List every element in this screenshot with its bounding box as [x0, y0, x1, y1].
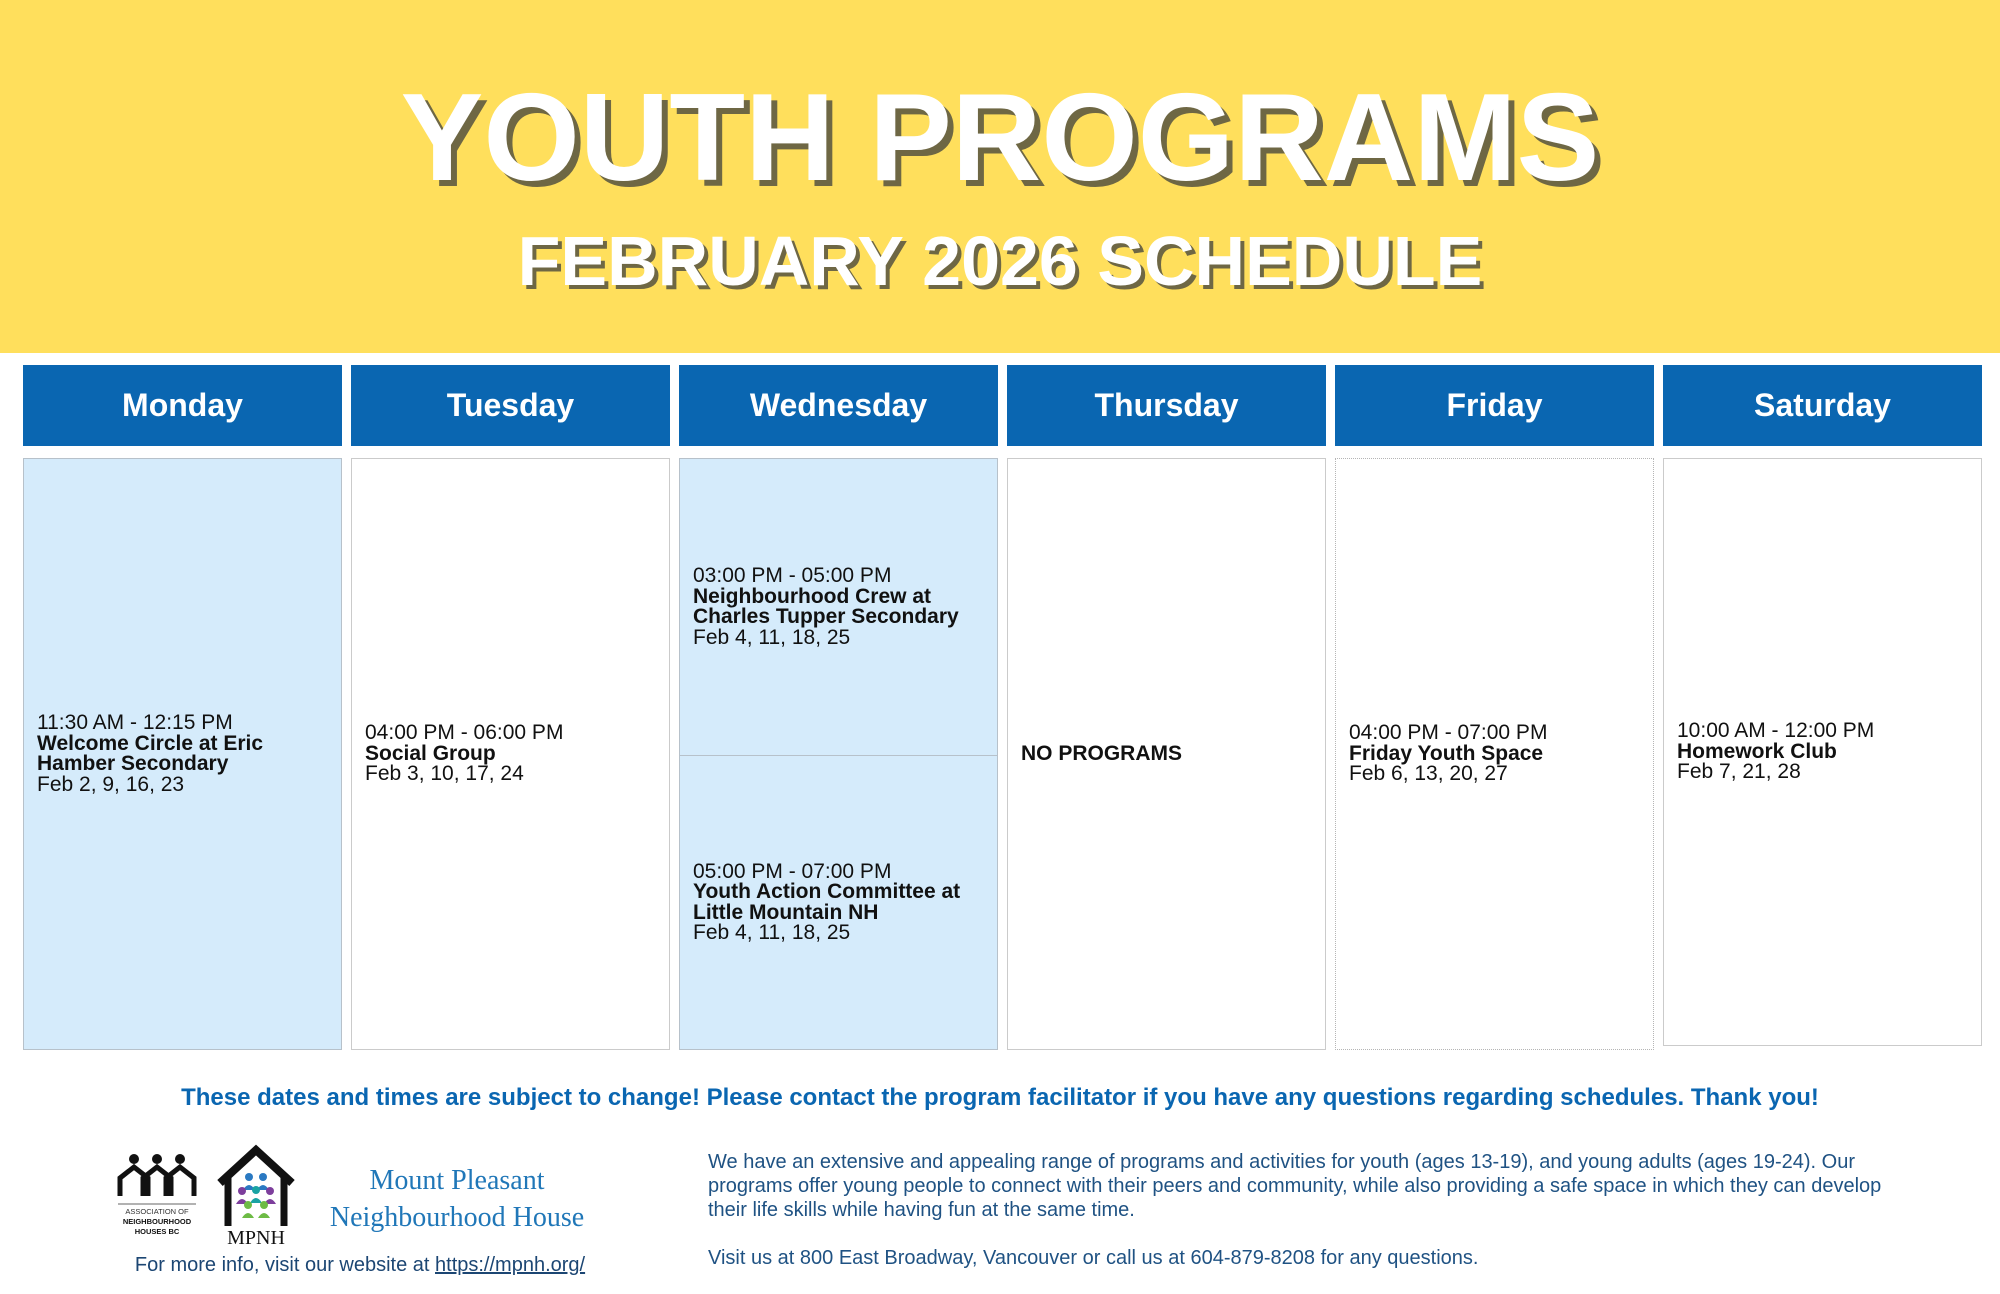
- day-header-wednesday: Wednesday: [679, 365, 998, 446]
- organization-name-line1: Mount Pleasant: [369, 1165, 545, 1196]
- day-header-saturday: Saturday: [1663, 365, 1982, 446]
- day-header-thursday: Thursday: [1007, 365, 1326, 446]
- session-dates: Feb 4, 11, 18, 25: [693, 625, 851, 649]
- anhbc-logo-text: HOUSES BC: [134, 1227, 180, 1236]
- anhbc-logo-text: NEIGHBOURHOOD: [122, 1217, 192, 1226]
- anhbc-logo-text: ASSOCIATION OF: [125, 1207, 189, 1216]
- session-dates: Feb 4, 11, 18, 25: [693, 921, 851, 944]
- session-entry: [37, 713, 333, 795]
- day-cell-friday: [1335, 458, 1654, 1050]
- session-dates: Feb 7, 21, 28: [1677, 760, 1801, 784]
- day-header-friday: Friday: [1335, 365, 1654, 446]
- more-info-text: For more info, visit our website at: [134, 1254, 436, 1276]
- about-section: [708, 1150, 1893, 1294]
- session-dates: Feb 3, 10, 17, 24: [365, 762, 524, 786]
- session-program: Social Group: [365, 741, 496, 765]
- session-slot: [1008, 459, 1325, 1049]
- organization-name-line2: Neighbourhood House: [329, 1202, 585, 1233]
- day-cell-tuesday: [351, 458, 670, 1050]
- session-program: Neighbourhood Crew at Charles Tupper Secondary: [693, 584, 959, 628]
- session-entry: [1677, 721, 1874, 783]
- neighbourhood-houses-figures-icon: [120, 1154, 194, 1196]
- session-entry: [693, 566, 989, 648]
- mpnh-logo: [215, 1144, 297, 1248]
- session-slot: [680, 459, 997, 755]
- session-entry: [1349, 723, 1547, 785]
- contact-paragraph: Visit us at 800 East Broadway, Vancouver or call us at 604-879-8208 for any questions.: [708, 1247, 1479, 1269]
- house-with-people-icon: [220, 1150, 292, 1226]
- session-entry: [365, 723, 563, 785]
- session-time: 10:00 AM - 12:00 PM: [1677, 719, 1875, 743]
- page-subtitle: FEBRUARY 2026 SCHEDULE: [517, 222, 1483, 300]
- session-time: 11:30 AM - 12:15 PM: [37, 711, 233, 734]
- more-info-line: [90, 1253, 630, 1277]
- session-slot: [24, 459, 341, 1049]
- session-program: Friday Youth Space: [1349, 741, 1544, 765]
- day-cell-saturday: [1663, 458, 1982, 1046]
- day-cell-monday: [23, 458, 342, 1050]
- session-slot: [352, 459, 669, 1049]
- about-paragraph: We have an extensive and appealing range of programs and activities for youth (ages 13-19), and young adults (ages 19-24). Our programs offer young people to connect with their peers and community, while also providing a safe space in which they can develop their life skills while having fun at the same time.: [708, 1151, 1882, 1221]
- session-time: 04:00 PM - 07:00 PM: [1349, 721, 1548, 745]
- day-header-monday: Monday: [23, 365, 342, 446]
- anhbc-logo: [114, 1152, 200, 1246]
- session-program: Welcome Circle at Eric Hamber Secondary: [37, 731, 264, 775]
- schedule-change-notice: These dates and times are subject to change! Please contact the program facilitator if you have any questions regarding schedules. Thank you!: [181, 1084, 1819, 1111]
- session-slot: [1664, 459, 1981, 1045]
- session-program: Homework Club: [1677, 739, 1837, 763]
- session-time: 04:00 PM - 06:00 PM: [365, 721, 564, 745]
- no-programs-label: NO PROGRAMS: [1021, 741, 1183, 765]
- session-time: 05:00 PM - 07:00 PM: [693, 859, 892, 883]
- session-entry: [693, 859, 989, 944]
- organization-name: [306, 1162, 608, 1236]
- page-title: YOUTH PROGRAMS: [400, 69, 1600, 207]
- day-cell-thursday: [1007, 458, 1326, 1050]
- website-link[interactable]: https://mpnh.org/: [435, 1254, 586, 1276]
- session-slot: [680, 755, 997, 1049]
- session-program: Youth Action Committee at Little Mountain NH: [693, 880, 961, 924]
- day-cell-wednesday: [679, 458, 998, 1050]
- mpnh-logo-text: MPNH: [227, 1227, 285, 1248]
- header-banner: [0, 0, 2000, 353]
- session-slot: [1336, 459, 1653, 1049]
- day-header-tuesday: Tuesday: [351, 365, 670, 446]
- session-dates: Feb 6, 13, 20, 27: [1349, 762, 1508, 786]
- session-dates: Feb 2, 9, 16, 23: [37, 772, 185, 796]
- session-time: 03:00 PM - 05:00 PM: [693, 564, 892, 587]
